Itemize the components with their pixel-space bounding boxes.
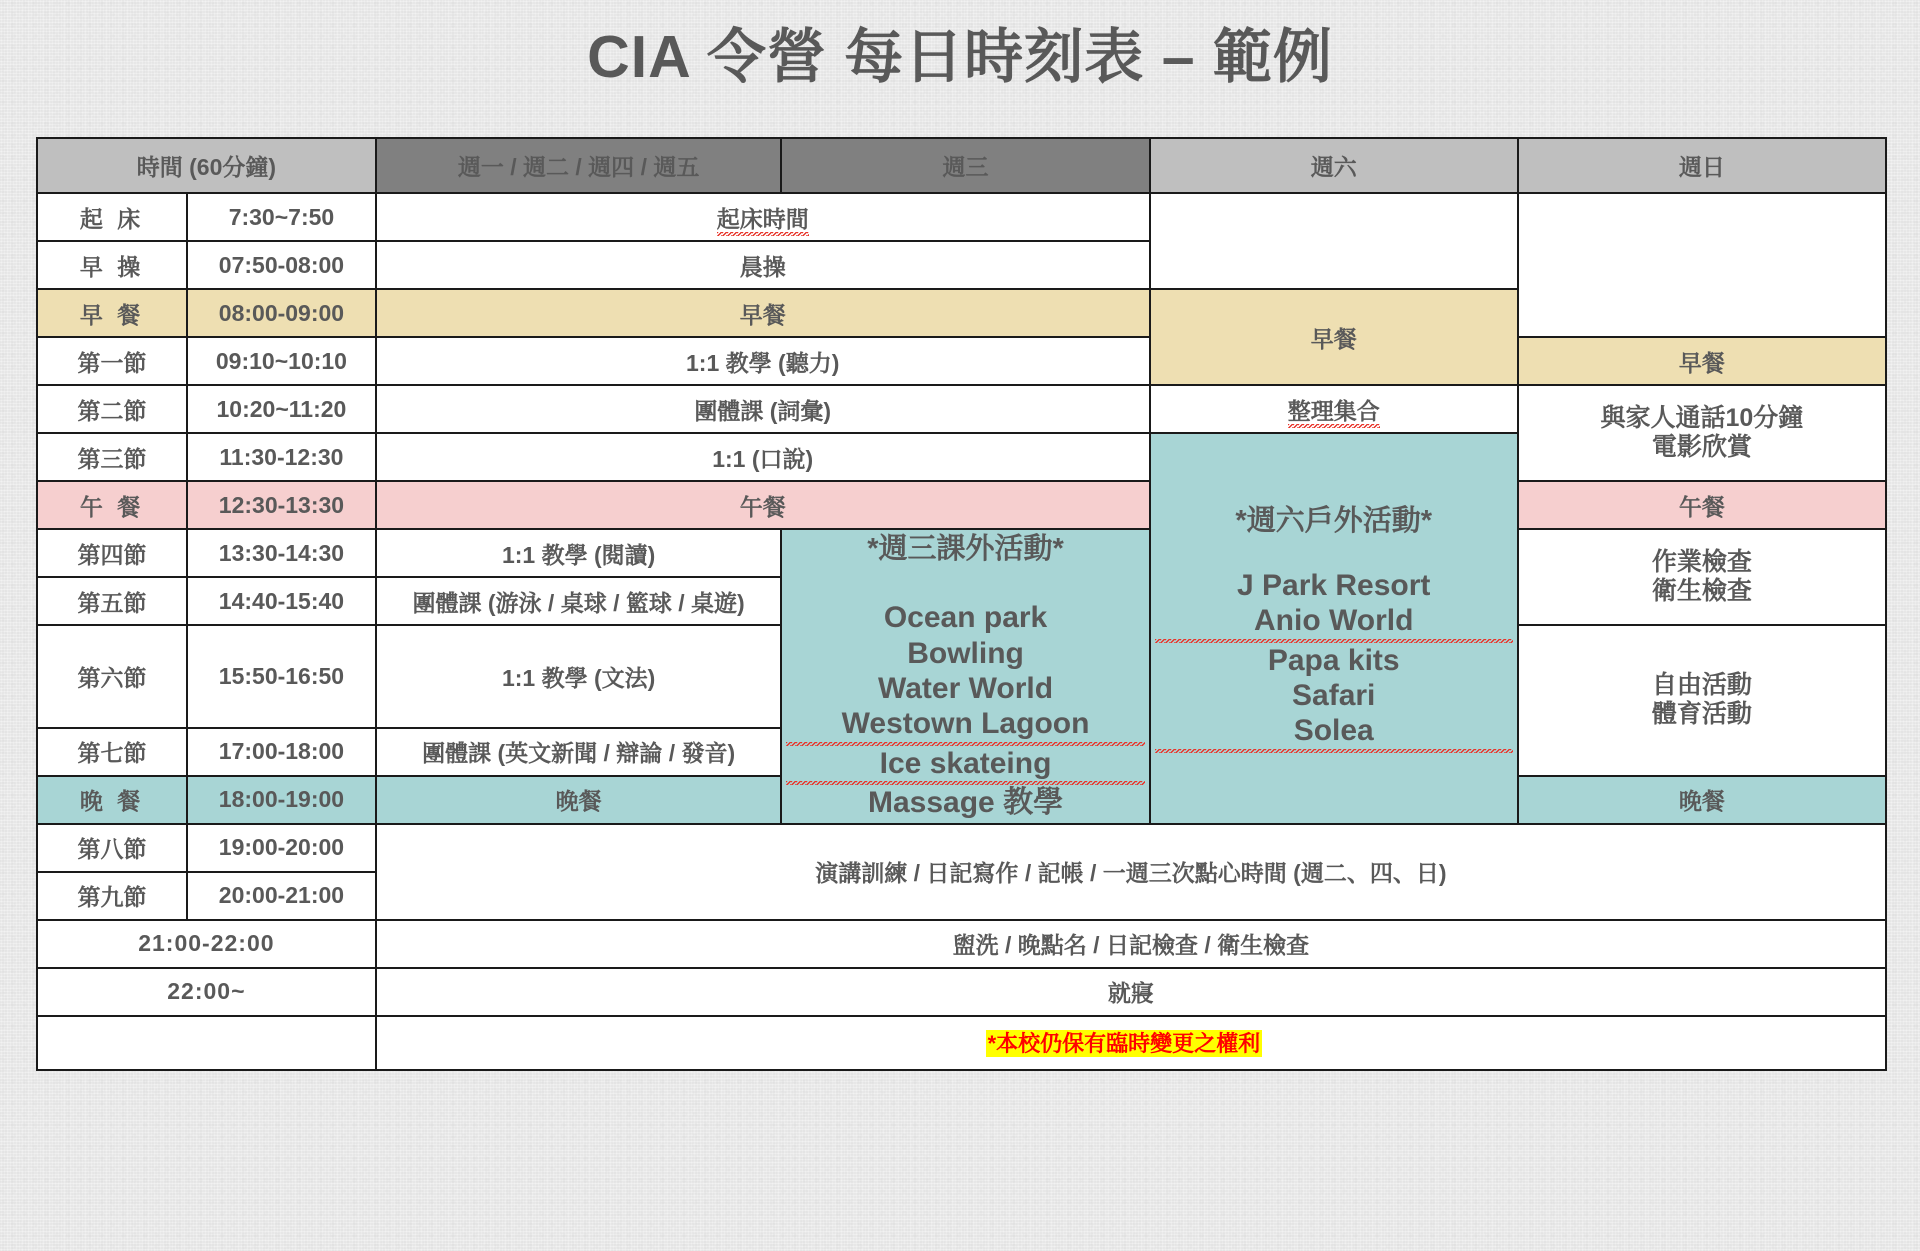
period-p7: 第七節 (37, 728, 187, 776)
saturday-empty-1 (1150, 193, 1518, 289)
wednesday-heading: *週三課外活動* (867, 533, 1064, 565)
time-p5: 14:40-15:40 (187, 577, 376, 625)
table-row (37, 529, 1886, 577)
activity-p6: 1:1 教學 (文法) (376, 625, 782, 728)
activity-dinner: 晚餐 (376, 776, 782, 824)
saturday-place-5: Solea (1155, 713, 1513, 752)
header-time: 時間 (60分鐘) (37, 138, 376, 193)
page-title: CIA 令營 每日時刻表 – 範例 (587, 24, 1333, 90)
saturday-outdoor-block (1150, 433, 1518, 824)
time-p9: 20:00-21:00 (187, 872, 376, 920)
period-exercise: 早 操 (37, 241, 187, 289)
saturday-place-2: Anio World (1155, 603, 1513, 642)
activity-night-2: 就寢 (376, 968, 1886, 1016)
wednesday-activity-4: Westown Lagoon (786, 706, 1144, 745)
period-p3: 第三節 (37, 433, 187, 481)
period-breakfast: 早 餐 (37, 289, 187, 337)
activity-exercise: 晨操 (376, 241, 1150, 289)
period-p5: 第五節 (37, 577, 187, 625)
saturday-gather-text: 整理集合 (1288, 398, 1380, 428)
wednesday-activity-1: Ocean park (883, 601, 1048, 635)
saturday-breakfast: 早餐 (1150, 289, 1518, 385)
activity-night-1: 盥洗 / 晚點名 / 日記檢查 / 衛生檢查 (376, 920, 1886, 968)
sunday-afternoon2-line-2: 體育活動 (1651, 700, 1752, 729)
time-lunch: 12:30-13:30 (187, 481, 376, 529)
period-p4: 第四節 (37, 529, 187, 577)
sunday-breakfast: 早餐 (1518, 337, 1886, 385)
sunday-afternoon2-line-1: 自由活動 (1651, 670, 1752, 699)
wednesday-activity-3: Water World (878, 672, 1054, 705)
time-wakeup: 7:30~7:50 (187, 193, 376, 241)
activity-p4: 1:1 教學 (閱讀) (376, 529, 782, 577)
time-night-1: 21:00-22:00 (37, 920, 376, 968)
saturday-gather (1150, 385, 1518, 433)
saturday-place-4: Safari (1292, 679, 1376, 713)
time-p2: 10:20~11:20 (187, 385, 376, 433)
activity-evening-all: 演講訓練 / 日記寫作 / 記帳 / 一週三次點心時間 (週二、四、日) (376, 824, 1886, 920)
period-wakeup: 起 床 (37, 193, 187, 241)
sunday-morning-line-1: 與家人通話10分鐘 (1600, 403, 1804, 432)
header-weekdays: 週一 / 週二 / 週四 / 週五 (376, 138, 782, 193)
time-p3: 11:30-12:30 (187, 433, 376, 481)
table-row (37, 824, 1886, 872)
time-exercise: 07:50-08:00 (187, 241, 376, 289)
activity-breakfast: 早餐 (376, 289, 1150, 337)
wednesday-activity-6: Massage 教學 (868, 786, 1064, 820)
footer-empty-cell (37, 1016, 376, 1070)
table-row (37, 481, 1886, 529)
activity-p1: 1:1 教學 (聽力) (376, 337, 1150, 385)
table-row (37, 968, 1886, 1016)
time-dinner: 18:00-19:00 (187, 776, 376, 824)
sunday-afternoon-2 (1518, 625, 1886, 776)
schedule-table (36, 137, 1887, 1071)
header-sunday: 週日 (1518, 138, 1886, 193)
activity-text: 起床時間 (717, 206, 809, 236)
time-p6: 15:50-16:50 (187, 625, 376, 728)
activity-p3: 1:1 (口說) (376, 433, 1150, 481)
header-wednesday: 週三 (781, 138, 1149, 193)
disclaimer-note: *本校仍保有臨時變更之權利 (987, 1031, 1261, 1057)
table-row (37, 337, 1886, 385)
schedule-table-container (36, 137, 1887, 1071)
sunday-morning (1518, 385, 1886, 481)
saturday-place-3: Papa kits (1267, 643, 1400, 677)
period-p6: 第六節 (37, 625, 187, 728)
time-p1: 09:10~10:10 (187, 337, 376, 385)
time-night-2: 22:00~ (37, 968, 376, 1016)
saturday-place-1: J Park Resort (1236, 568, 1431, 602)
activity-p2: 團體課 (詞彙) (376, 385, 1150, 433)
sunday-lunch: 午餐 (1518, 481, 1886, 529)
wednesday-activity-5: Ice skateing (786, 746, 1144, 785)
time-p8: 19:00-20:00 (187, 824, 376, 872)
activity-wakeup (376, 193, 1150, 241)
activity-p5: 團體課 (游泳 / 桌球 / 籃球 / 桌遊) (376, 577, 782, 625)
period-p8: 第八節 (37, 824, 187, 872)
period-p2: 第二節 (37, 385, 187, 433)
period-lunch: 午 餐 (37, 481, 187, 529)
wednesday-activity-2: Bowling (907, 636, 1024, 670)
wednesday-activity-block (781, 529, 1149, 824)
table-header-row (37, 138, 1886, 193)
time-breakfast: 08:00-09:00 (187, 289, 376, 337)
sunday-empty-1 (1518, 193, 1886, 337)
table-row (37, 385, 1886, 433)
footer-note-cell (376, 1016, 1886, 1070)
activity-lunch: 午餐 (376, 481, 1150, 529)
sunday-afternoon1-line-1: 作業檢查 (1651, 547, 1752, 576)
period-p1: 第一節 (37, 337, 187, 385)
sunday-dinner: 晚餐 (1518, 776, 1886, 824)
saturday-heading: *週六戶外活動* (1235, 504, 1432, 537)
period-dinner: 晚 餐 (37, 776, 187, 824)
header-saturday: 週六 (1150, 138, 1518, 193)
sunday-afternoon-1 (1518, 529, 1886, 625)
sunday-morning-line-2: 電影欣賞 (1651, 433, 1752, 461)
table-row (37, 193, 1886, 241)
table-row (37, 920, 1886, 968)
time-p7: 17:00-18:00 (187, 728, 376, 776)
period-p9: 第九節 (37, 872, 187, 920)
activity-p7: 團體課 (英文新聞 / 辯論 / 發音) (376, 728, 782, 776)
table-footer-row (37, 1016, 1886, 1070)
sunday-afternoon1-line-2: 衛生檢查 (1651, 577, 1752, 605)
time-p4: 13:30-14:30 (187, 529, 376, 577)
